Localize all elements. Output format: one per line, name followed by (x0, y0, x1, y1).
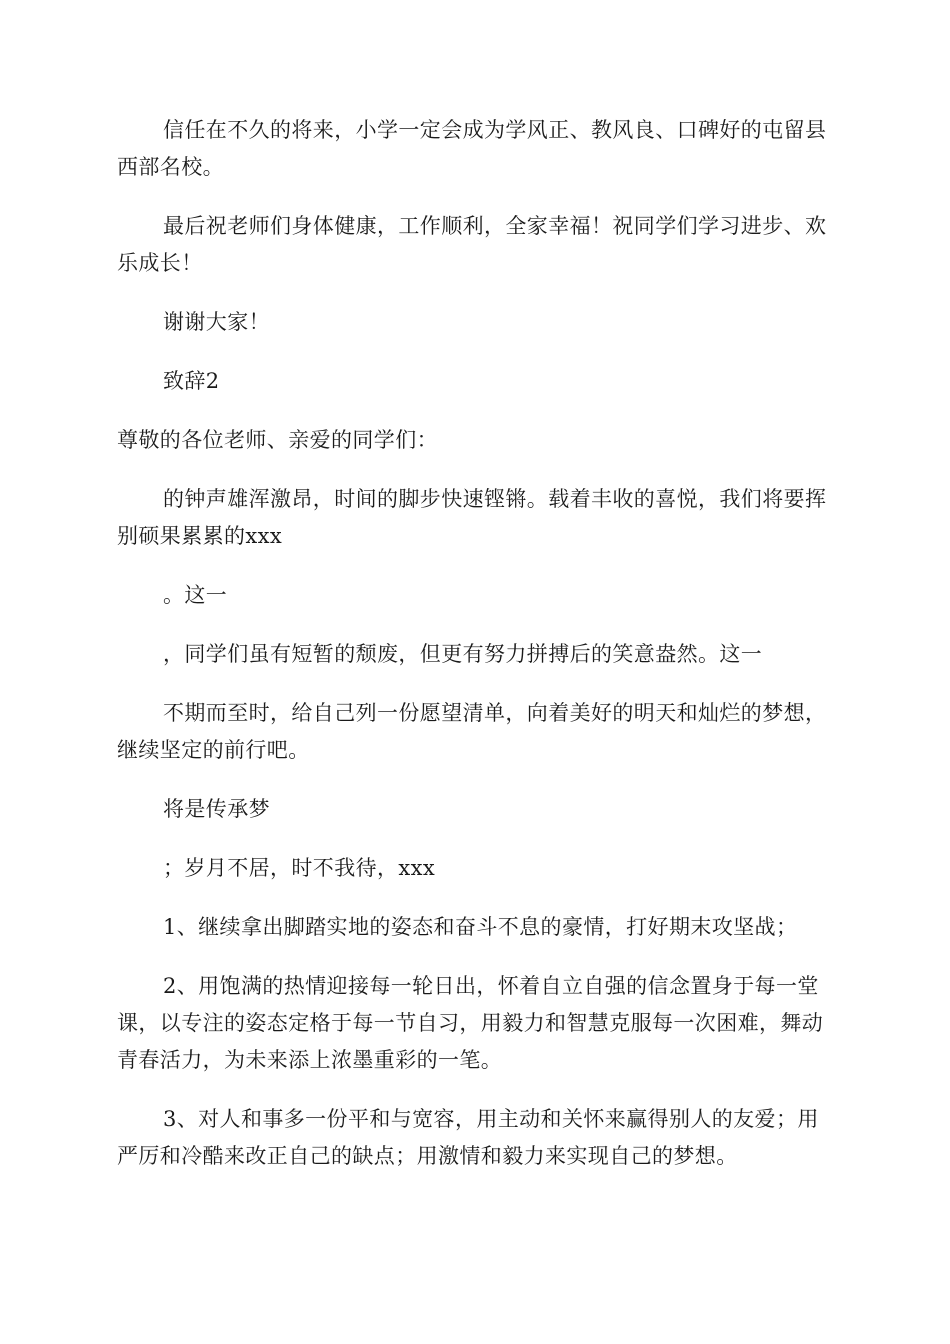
paragraph-fragment-this: 。这一 (163, 583, 228, 607)
document-page (117, 112, 833, 1197)
paragraph-wish-list: 不期而至时，给自己列一份愿望清单，向着美好的明天和灿烂的梦想，继续坚定的前行吧。 (117, 701, 827, 762)
paragraph-bell: 的钟声雄浑激昂，时间的脚步快速铿锵。载着丰收的喜悦，我们将要挥别硕果累累的xxx (117, 487, 827, 548)
paragraph-inherit-dream: 将是传承梦 (163, 797, 270, 821)
list-item-2: 2、用饱满的热情迎接每一轮日出，怀着自立自强的信念置身于每一堂课，以专注的姿态定格于每一节自习，用毅力和智慧克服每一次困难，舞动青春活力，为未来添上浓墨重彩的一笔。 (117, 974, 824, 1072)
paragraph-closing-wishes: 最后祝老师们身体健康，工作顺利，全家幸福！祝同学们学习进步、欢乐成长！ (117, 214, 827, 275)
paragraph-time-waits: ；岁月不居，时不我待，xxx (163, 856, 436, 880)
section-heading-speech-2: 致辞2 (163, 369, 220, 393)
paragraph-thanks: 谢谢大家！ (163, 310, 270, 334)
list-item-3: 3、对人和事多一份平和与宽容，用主动和关怀来赢得别人的友爱；用严厉和冷酷来改正自己的缺点；用激情和毅力来实现自己的梦想。 (117, 1107, 819, 1168)
paragraph-trust-future: 信任在不久的将来，小学一定会成为学风正、教风良、口碑好的屯留县西部名校。 (117, 118, 827, 179)
paragraph-students-effort: ，同学们虽有短暂的颓废，但更有努力拼搏后的笑意盎然。这一 (163, 642, 763, 666)
list-item-1: 1、继续拿出脚踏实地的姿态和奋斗不息的豪情，打好期末攻坚战； (163, 915, 798, 939)
salutation: 尊敬的各位老师、亲爱的同学们： (117, 428, 438, 452)
